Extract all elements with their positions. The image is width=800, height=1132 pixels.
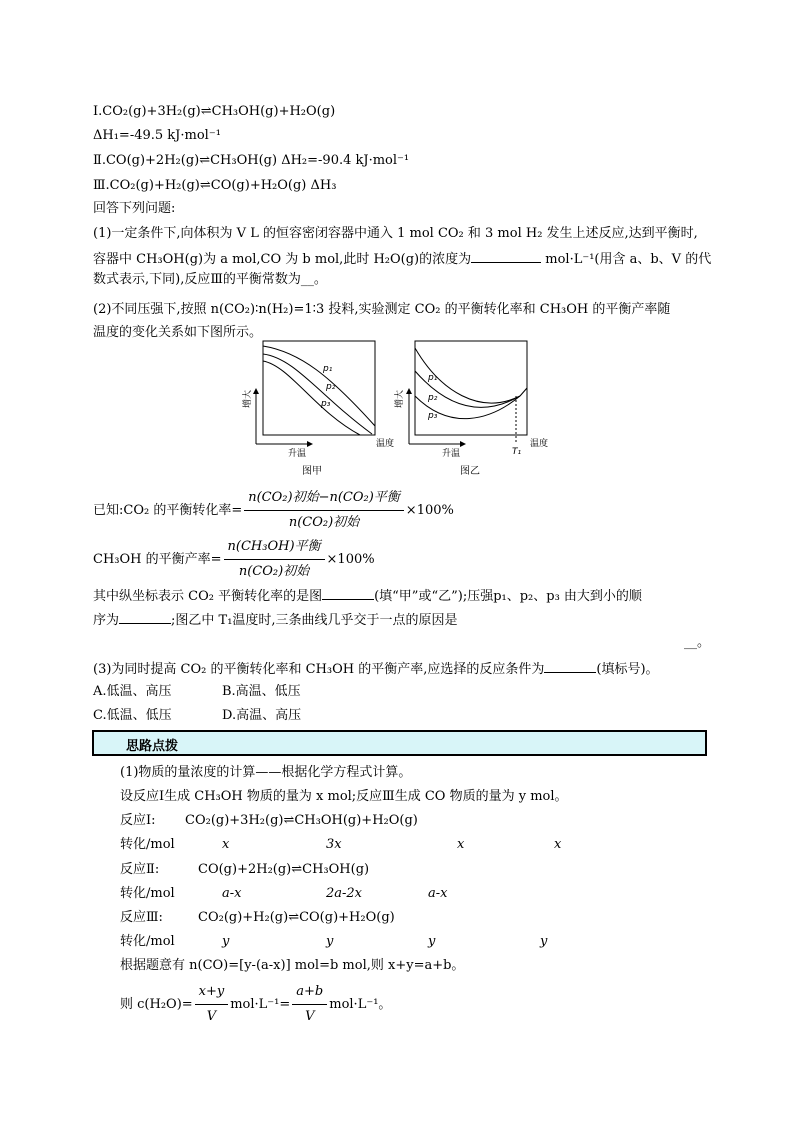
q1-line3: 数式表示,下同),反应Ⅲ的平衡常数为__。 xyxy=(93,272,327,287)
q1-line2-tail: mol·L⁻¹(用含 a、b、V 的代 xyxy=(541,252,712,267)
yield-denominator: n(CO₂)初始 xyxy=(238,564,310,579)
graph-left-frame xyxy=(263,341,375,435)
figure-graphs xyxy=(243,336,560,478)
graph-right-caption: 图乙 xyxy=(460,466,480,477)
graph-left-p2-label: p₂ xyxy=(326,382,336,392)
reaction-i-val-2: 3x xyxy=(326,837,342,852)
reaction-ii-val-3: a-x xyxy=(428,886,448,901)
yield-formula xyxy=(93,537,375,582)
reaction-ii-val-2: 2a-2x xyxy=(326,886,363,901)
reaction-iii-conv-label: 转化/mol xyxy=(120,934,175,949)
q3-line1-text: (3)为同时提高 CO₂ 的平衡转化率和 CH₃OH 的平衡产率,应选择的反应条件为 xyxy=(93,662,545,677)
reaction-1: Ⅰ.CO₂(g)+3H₂(g)⇌CH₃OH(g)+H₂O(g) xyxy=(93,104,336,119)
hint-fraction-1-den: V xyxy=(206,1009,217,1024)
q1-line2 xyxy=(93,248,711,269)
hint-line4 xyxy=(120,982,391,1027)
option-b[interactable]: B.高温、低压 xyxy=(222,684,301,699)
reaction-iii-label: 反应Ⅲ: xyxy=(120,910,163,925)
yield-suffix: ×100% xyxy=(326,552,375,567)
option-a[interactable]: A.低温、高压 xyxy=(93,684,172,699)
q3-line1-tail: (填标号)。 xyxy=(596,662,659,677)
graph-left-curve-p3 xyxy=(263,361,360,435)
reaction-ii-equation: CO(g)+2H₂(g)⇌CH₃OH(g) xyxy=(198,862,370,877)
reaction-i-val-1: x xyxy=(222,837,230,852)
graph-right-p1-label: p₁ xyxy=(428,373,438,383)
q2b-line2 xyxy=(93,609,458,630)
graph-left-curve-p2 xyxy=(263,354,372,434)
hint-line4-suffix: mol·L⁻¹。 xyxy=(329,997,392,1012)
hint-line1: (1)物质的量浓度的计算——根据化学方程式计算。 xyxy=(120,765,412,780)
q2b-line1 xyxy=(93,585,642,606)
conversion-fraction xyxy=(244,488,404,533)
hint-fraction-1 xyxy=(195,982,229,1027)
reaction-ii-label: 反应Ⅱ: xyxy=(120,862,160,877)
graph-right-p2-label: p₂ xyxy=(428,393,438,403)
graph-left-x-label: 升温 xyxy=(288,449,307,459)
reaction-i-val-4: x xyxy=(554,837,562,852)
reaction-i-conv-label: 转化/mol xyxy=(120,837,175,852)
reaction-iii-equation: CO₂(g)+H₂(g)⇌CO(g)+H₂O(g) xyxy=(198,910,395,925)
q2b-line1-tail: (填“甲”或“乙”);压强p₁、p₂、p₃ 由大到小的顺 xyxy=(374,589,642,604)
yield-numerator: n(CH₃OH)平衡 xyxy=(224,537,325,560)
graph-right-temp-label: 温度 xyxy=(530,439,549,449)
q2-line1: (2)不同压强下,按照 n(CO₂)∶n(H₂)=1∶3 投料,实验测定 CO₂ 的平衡转化率和 CH₃OH 的平衡产率随 xyxy=(93,302,671,317)
reaction-iii-val-2: y xyxy=(326,934,334,949)
graph-left-curve-p1 xyxy=(263,346,375,426)
graph-right-x-label: 升温 xyxy=(442,449,461,459)
hint-fraction-1-num: x+y xyxy=(195,982,229,1005)
graph-left-caption: 图甲 xyxy=(302,466,322,477)
graph-left-p3-label: p₃ xyxy=(321,399,331,409)
option-c[interactable]: C.低温、低压 xyxy=(93,708,172,723)
answer-blank-3[interactable] xyxy=(119,609,171,624)
q3-line1 xyxy=(93,658,659,679)
q2b-line2-tail: ;图乙中 T₁温度时,三条曲线几乎交于一点的原因是 xyxy=(171,613,458,628)
yield-fraction xyxy=(224,537,325,582)
answer-blank-4[interactable] xyxy=(544,658,596,673)
conversion-denominator: n(CO₂)初始 xyxy=(288,515,360,530)
hint-header xyxy=(92,730,707,756)
reaction-2: Ⅱ.CO(g)+2H₂(g)⇌CH₃OH(g) ΔH₂=-90.4 kJ·mol⁻¹ xyxy=(93,153,410,168)
reaction-ii-val-1: a-x xyxy=(222,886,242,901)
answer-blank-2[interactable] xyxy=(322,585,374,600)
hint-line4-prefix: 则 c(H₂O)= xyxy=(120,997,193,1012)
hint-fraction-2 xyxy=(292,982,327,1027)
hint-fraction-2-num: a+b xyxy=(292,982,327,1005)
prompt: 回答下列问题: xyxy=(93,201,176,216)
graph-left-y-label: 增大 xyxy=(243,389,253,408)
hint-line3: 根据题意有 n(CO)=[y-(a-x)] mol=b mol,则 x+y=a+b。 xyxy=(120,958,465,973)
reaction-i-val-3: x xyxy=(457,837,465,852)
reaction-ii-conv-label: 转化/mol xyxy=(120,886,175,901)
q1-line2-text: 容器中 CH₃OH(g)为 a mol,CO 为 b mol,此时 H₂O(g)的浓度为 xyxy=(93,252,472,267)
graph-left-temp-label: 温度 xyxy=(376,439,395,449)
reaction-iii-val-3: y xyxy=(428,934,436,949)
graph-left-p1-label: p₁ xyxy=(323,364,333,374)
q2-line2: 温度的变化关系如下图所示。 xyxy=(93,325,263,340)
reaction-i-equation: CO₂(g)+3H₂(g)⇌CH₃OH(g)+H₂O(g) xyxy=(185,813,418,828)
q2b-line3: __。 xyxy=(684,635,711,650)
reaction-3: Ⅲ.CO₂(g)+H₂(g)⇌CO(g)+H₂O(g) ΔH₃ xyxy=(93,178,337,193)
conversion-suffix: ×100% xyxy=(405,503,454,518)
reaction-1-enthalpy: ΔH₁=-49.5 kJ·mol⁻¹ xyxy=(93,128,221,143)
conversion-prefix: 已知:CO₂ 的平衡转化率= xyxy=(93,503,243,518)
hint-line4-mid: mol·L⁻¹= xyxy=(230,997,291,1012)
graph-right-y-label: 增大 xyxy=(395,389,405,408)
option-d[interactable]: D.高温、高压 xyxy=(222,708,302,723)
reaction-iii-val-1: y xyxy=(222,934,230,949)
yield-prefix: CH₃OH 的平衡产率= xyxy=(93,552,222,567)
q1-line1: (1)一定条件下,向体积为 V L 的恒容密闭容器中通入 1 mol CO₂ 和 3 mol H₂ 发生上述反应,达到平衡时, xyxy=(93,226,698,241)
hint-title: 思路点拨 xyxy=(126,739,179,754)
reaction-i-label: 反应Ⅰ: xyxy=(120,813,156,828)
hint-fraction-2-den: V xyxy=(305,1009,315,1024)
hint-line2: 设反应Ⅰ生成 CH₃OH 物质的量为 x mol;反应Ⅲ生成 CO 物质的量为 y mol。 xyxy=(120,789,568,804)
answer-blank-1[interactable] xyxy=(471,248,541,263)
conversion-numerator: n(CO₂)初始−n(CO₂)平衡 xyxy=(244,488,404,511)
reaction-iii-val-4: y xyxy=(540,934,548,949)
q2b-line1-text: 其中纵坐标表示 CO₂ 平衡转化率的是图 xyxy=(93,589,323,604)
graph-right-curve-tail xyxy=(520,388,527,396)
graph-right-p3-label: p₃ xyxy=(428,411,438,421)
q2b-line2-text: 序为 xyxy=(93,613,120,628)
graph-right-t1-label: T₁ xyxy=(512,447,522,457)
conversion-formula xyxy=(93,488,454,533)
